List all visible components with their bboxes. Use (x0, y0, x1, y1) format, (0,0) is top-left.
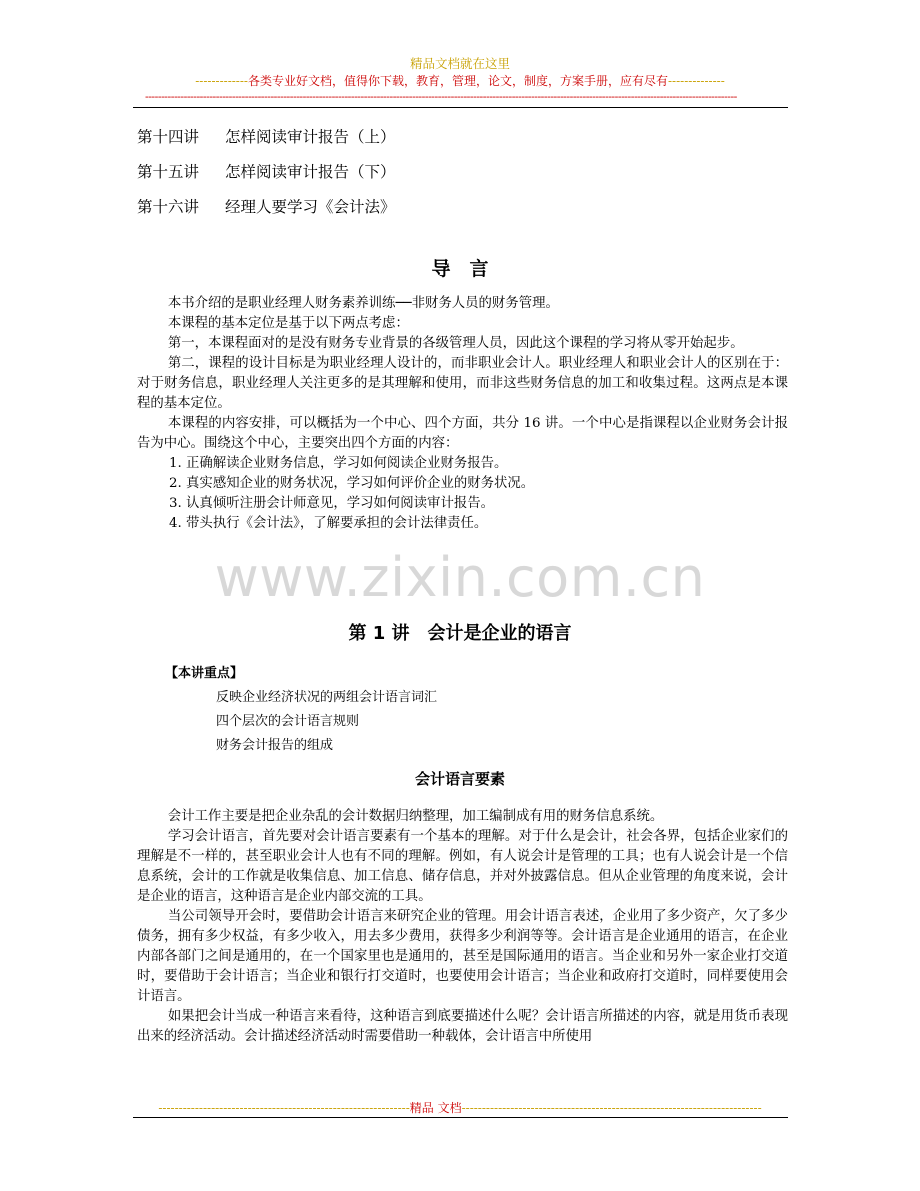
toc-item (137, 162, 396, 182)
footer-banner (145, 1101, 775, 1115)
intro-list-item: 3. 认真倾听注册会计师意见，学习如何阅读审计报告。 (169, 496, 495, 511)
toc-item-number: 第十四讲 (137, 128, 200, 146)
watermark: www.zixin.com.cn (214, 546, 706, 609)
toc-item-title: 经理人要学习《会计法》 (225, 198, 396, 216)
intro-body (137, 294, 788, 534)
footer-rule (133, 1117, 788, 1118)
toc-item (137, 127, 396, 147)
intro-paragraph: 第一，本课程面对的是没有财务专业背景的各级管理人员，因此这个课程的学习将从零开始起步。 (167, 336, 744, 351)
intro-paragraph: 第二，课程的设计目标是为职业经理人设计的，而非职业会计人。职业经理人和职业会计人的区别在于：对于财务信息，职业经理人关注更多的是其理解和使用，而非这些财务信息的加工和收集过程。这两点是本课程的基本定位。 (137, 356, 788, 411)
header-banner (0, 74, 920, 89)
intro-list-item: 1. 正确解读企业财务信息，学习如何阅读企业财务报告。 (169, 456, 508, 471)
intro-paragraph: 本课程的基本定位是基于以下两点考虑： (167, 316, 409, 331)
footer-dash-left: -------------------------------------------------------------- (158, 1101, 410, 1115)
footer-label: 精品 文档 (409, 1101, 462, 1115)
toc-item (137, 197, 396, 217)
section-title: 会计语言要素 (414, 770, 505, 788)
lecture-paragraph: 会计工作主要是把企业杂乱的会计数据归纳整理，加工编制成有用的财务信息系统。 (167, 809, 664, 824)
toc-item-title: 怎样阅读审计报告（下） (225, 163, 396, 181)
header-dash-line: ---------------------------------------------------------------------------------------------------------------------------------------------------------------------------------------- (145, 92, 737, 102)
intro-paragraph: 本书介绍的是职业经理人财务素养训练──非财务人员的财务管理。 (167, 296, 559, 311)
header-dash-right: -------------- (667, 74, 725, 88)
lecture-paragraph: 学习会计语言，首先要对会计语言要素有一个基本的理解。对于什么是会计，社会各界，包括企业家们的理解是不一样的，甚至职业会计人也有不同的理解。例如，有人说会计是管理的工具；也有人说会计是一个信息系统，会计的工作就是收集信息、加工信息、储存信息，并对外披露信息。但从企业管理的角度来说，会计是企业的语言，这种语言是企业内部交流的工具。 (137, 829, 788, 904)
lecture-body (137, 807, 788, 1047)
lecture-paragraph: 当公司领导开会时，要借助会计语言来研究企业的管理。用会计语言表述，企业用了多少资产，欠了多少债务，拥有多少权益，有多少收入，用去多少费用，获得多少利润等等。会计语言是企业通用的语言，在企业内部各部门之间是通用的，在一个国家里也是通用的，甚至是国际通用的语言。当企业和另外一家企业打交道时，要借助于会计语言；当企业和银行打交道时，也要使用会计语言；当企业和政府打交道时，同样要使用会计语言。 (137, 909, 788, 1004)
toc-item-title: 怎样阅读审计报告（上） (225, 128, 396, 146)
focus-item: 反映企业经济状况的两组会计语言词汇 (216, 690, 438, 705)
header-dash-left: ------------- (195, 74, 248, 88)
lecture-title: 第 1 讲 会计是企业的语言 (348, 623, 572, 644)
intro-list-item: 4. 带头执行《会计法》，了解要承担的会计法律责任。 (169, 516, 488, 531)
header-title: 精品文档就在这里 (409, 56, 510, 71)
intro-title: 导 言 (431, 258, 489, 280)
focus-item: 财务会计报告的组成 (216, 738, 334, 753)
header-slogan: 各类专业好文档，值得你下载，教育，管理，论文，制度，方案手册，应有尽有 (247, 74, 668, 88)
intro-list-item: 2. 真实感知企业的财务状况，学习如何评价企业的财务状况。 (169, 476, 535, 491)
toc-item-number: 第十五讲 (137, 163, 200, 181)
intro-paragraph: 本课程的内容安排，可以概括为一个中心、四个方面，共分 16 讲。一个中心是指课程以企业财务会计报告为中心。围绕这个中心，主要突出四个方面的内容： (137, 416, 788, 451)
toc-item-number: 第十六讲 (137, 198, 200, 216)
header-rule (133, 107, 788, 108)
focus-label: 【本讲重点】 (165, 666, 244, 681)
focus-item: 四个层次的会计语言规则 (216, 714, 360, 729)
footer-dash-right: -------------------------------------------------------------------------- (461, 1101, 762, 1115)
lecture-paragraph: 如果把会计当成一种语言来看待，这种语言到底要描述什么呢？会计语言所描述的内容，就是用货币表现出来的经济活动。会计描述经济活动时需要借助一种载体，会计语言中所使用 (137, 1009, 788, 1044)
